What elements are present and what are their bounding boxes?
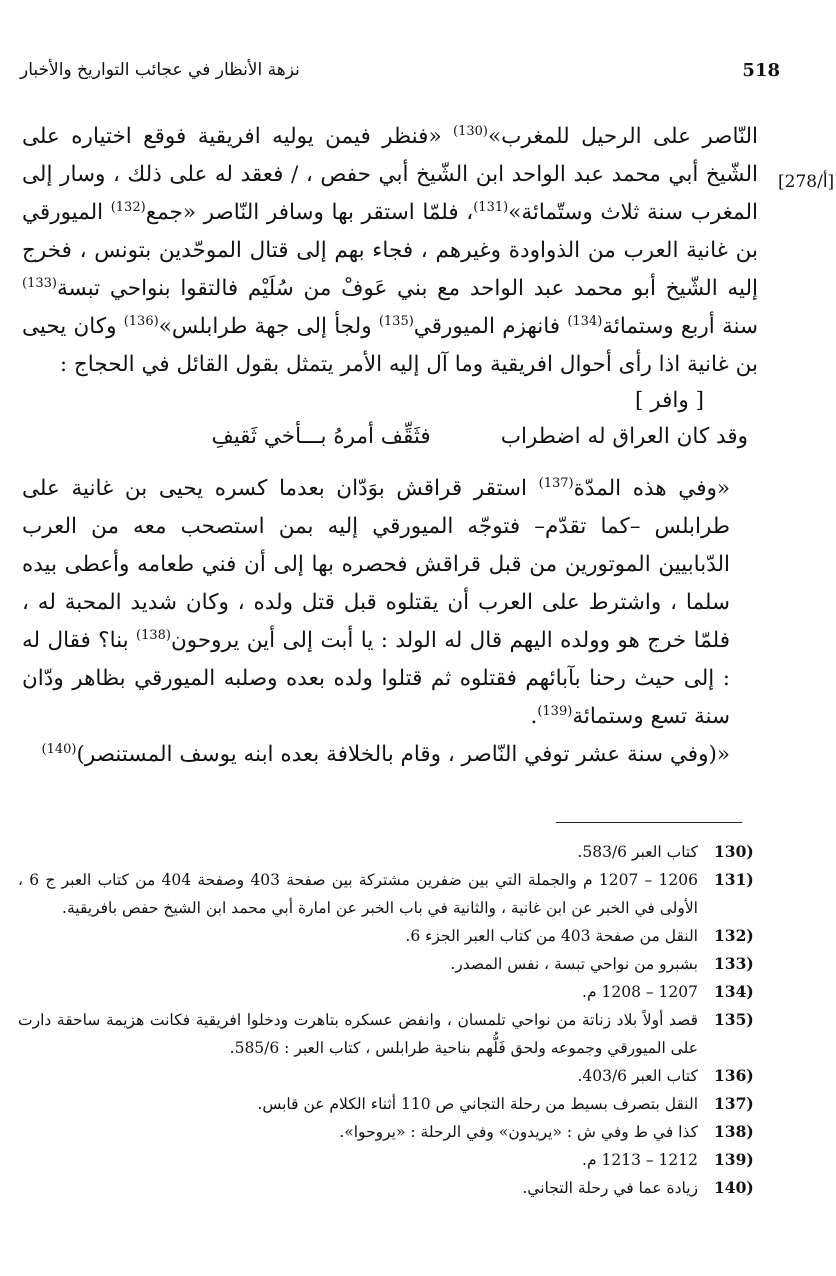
main-text: [22, 118, 758, 774]
running-title: نزهة الأنظار في عجائب التواريخ والأخبار: [20, 60, 300, 80]
poem-verse: [22, 418, 758, 456]
text-line: استقر قراقش بوَدّان بعدما كسره يحيى بن غانية على: [22, 476, 539, 501]
paragraph-3: [22, 736, 758, 774]
text-line: «(وفي سنة عشر توفي النّاصر ، وقام بالخلافة بعده ابنه يوسف المستنصر): [76, 742, 730, 767]
footnote-text: زيادة عما في رحلة التجاني.: [522, 1179, 698, 1197]
footnote-divider: [556, 822, 742, 823]
verse-second-hemistich: فثَقِّف أمرهُ بـــأخي ثَقيفِ: [211, 424, 431, 449]
text-line: «فنظر فيمن يوليه افريقية فوقع اختياره على الشّيخ أبي: [22, 124, 758, 187]
text-line: .: [530, 704, 538, 729]
footnote-item: [18, 1118, 754, 1146]
text-line: عبد الواحد مع بني عَوفْ من سُلَيْم فالتقوا بنواحي تبسة: [56, 276, 565, 301]
page-number: 518: [742, 60, 780, 81]
footnote-number: 134): [714, 982, 754, 1001]
footnote-ref: (133): [22, 275, 57, 291]
text-line: من قبل قراقش فحصره بها إلى أن فني طعامه وأعطى بيده سلما ، واشترط على العرب: [22, 552, 731, 615]
footnote-item: [18, 1006, 754, 1062]
manuscript-folio-note: [278/أ]: [778, 172, 835, 192]
text-line: الميورقي: [413, 314, 495, 339]
footnote-ref: (137): [538, 475, 574, 491]
text-line: وكان يحيى بن غانية اذا رأى أحوال افريقية: [22, 314, 758, 377]
text-line: فانهزم: [502, 314, 568, 339]
footnote-item: [18, 1174, 754, 1202]
footnote-number: 132): [714, 926, 754, 945]
footnote-text: 1207 – 1208 م.: [582, 983, 698, 1001]
footnote-number: 135): [714, 1010, 754, 1029]
text-line: «وفي هذه المدّة: [573, 476, 731, 501]
text-line: محمد عبد الواحد ابن الشّيخ أبي حفص ، / فعقد له على ذلك ، وسار إلى المغرب سنة: [22, 162, 759, 225]
footnote-ref: (132): [110, 199, 146, 215]
footnote-text: بشبرو من نواحي تبسة ، نفس المصدر.: [450, 955, 698, 973]
text-line: وما آل إليه الأمر يتمثل بقول القائل في الحجاج :: [59, 352, 484, 377]
footnote-ref: (130): [453, 123, 488, 139]
text-line: سنة أربع وستمائة: [602, 314, 758, 339]
footnote-number: 140): [714, 1178, 754, 1197]
text-line: النّاصر على الرحيل للمغرب»: [488, 124, 759, 149]
footnote-item: [18, 866, 754, 922]
footnote-ref: (139): [537, 703, 573, 719]
verse-first-hemistich: وقد كان العراق له اضطراب: [500, 424, 748, 449]
footnote-text: النقل من صفحة 403 من كتاب العبر الجزء 6.: [405, 927, 698, 945]
footnote-number: 139): [714, 1150, 754, 1169]
footnote-item: [18, 1146, 754, 1174]
footnote-ref: (138): [136, 627, 171, 643]
text-line: أن يقتلوه قبل قتل ولده ، وكان شديد المحبة له ، فلمّا خرج هو وولده اليهم قال له: [22, 590, 730, 653]
footnote-number: 131): [714, 870, 754, 889]
footnote-number: 136): [714, 1066, 754, 1085]
footnote-ref: (140): [41, 741, 77, 757]
paragraph-2: [22, 470, 758, 736]
footnote-text: 1206 – 1207 م والجملة التي بين ضفرين مشتركة بين صفحة 403 وصفحة 404 من كتاب العبر ج 6 ، الأولى في الخبر عن ابن غانية ، والثانية في باب الخبر عن امارة أبي محمد ابن الشيخ حفص بافريقية.: [18, 871, 698, 917]
footnote-number: 138): [714, 1122, 754, 1141]
footnotes: [18, 838, 758, 1202]
footnote-text: النقل بتصرف بسيط من رحلة التجاني ص 110 أثناء الكلام عن قابس.: [257, 1095, 698, 1113]
text-line: ، فلمّا استقر بها وسافر النّاصر «جمع: [145, 200, 474, 225]
footnote-ref: (135): [378, 313, 414, 329]
footnote-text: كتاب العبر 583/6.: [577, 843, 698, 861]
footnote-ref: (136): [123, 313, 159, 329]
page-header: [20, 60, 780, 90]
footnote-number: 130): [714, 842, 754, 861]
text-line: من الذواودة وغيرهم ، فجاء بهم إلى قتال الموحّدين بتونس ، فخرج إليه الشّيخ أبو محمد: [22, 238, 758, 301]
footnote-item: [18, 1062, 754, 1090]
footnote-number: 137): [714, 1094, 754, 1113]
footnote-item: [18, 950, 754, 978]
footnote-text: كذا في ط وفي ش : «يريدون» وفي الرحلة : «يروحوا».: [339, 1123, 698, 1141]
text-line: بنا؟ فقال له : إلى حيث رحنا بآبائهم فقتلوه ثم قتلوا: [22, 628, 730, 691]
footnote-item: [18, 838, 754, 866]
footnote-item: [18, 1090, 754, 1118]
footnote-ref: (131): [473, 199, 509, 215]
text-line: الولد : يا أبت إلى أين يروحون: [170, 628, 437, 653]
text-line: ولده بعده وصلبه الميورقي بظاهر ودّان سنة تسع وستمائة: [22, 666, 730, 729]
footnote-item: [18, 922, 754, 950]
footnote-item: [18, 978, 754, 1006]
footnote-text: قصد أولاً بلاد زناتة من نواحي تلمسان ، وانفض عسكره بتاهرت ودخلوا افريقية فكانت هزيمة ساحقة دارت على الميورقي وجموعه ولحق فَلُّهم بناحية طرابلس ، كتاب العبر : 585/6.: [18, 1011, 698, 1057]
text-line: الميورقي بن غانية العرب: [22, 200, 758, 263]
text-line: طرابلس –كما تقدّم– فتوجّه الميورقي إليه بمن استصحب معه من العرب الدّبابيين الموتورين: [22, 514, 730, 577]
footnote-ref: (134): [567, 313, 603, 329]
text-line: ثلاث وستّمائة»: [508, 200, 640, 225]
text-line: ولجأ إلى جهة طرابلس»: [158, 314, 379, 339]
footnote-text: 1212 – 1213 م.: [582, 1151, 698, 1169]
poetic-meter-label: [ وافر ]: [635, 388, 704, 413]
paragraph-1: [22, 118, 758, 384]
footnote-text: كتاب العبر 403/6.: [577, 1067, 698, 1085]
footnote-number: 133): [714, 954, 754, 973]
